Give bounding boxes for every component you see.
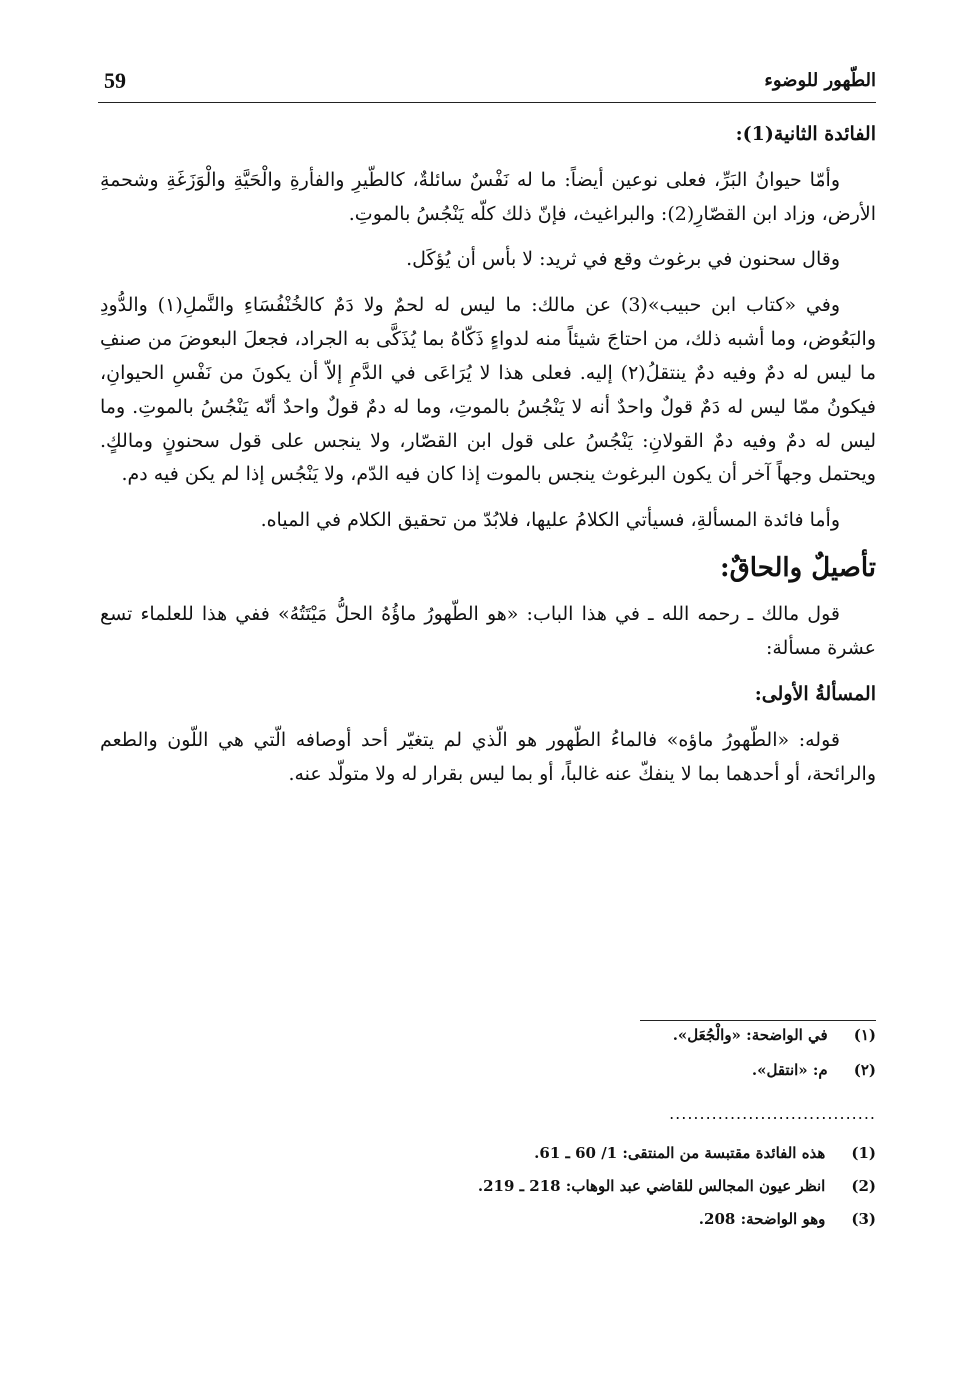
footnote-text: هذه الفائدة مقتبسة من المنتقى: 1/ 60 ـ 61. (534, 1144, 826, 1162)
footnote (100, 1179, 876, 1194)
footnotes-manuscript (100, 1028, 876, 1098)
paragraph: وأمّا حيوانُ البَرِّ، فعلى نوعين أيضاً: ما له نَفْسٌ سائلةٌ، كالطّيرِ والفأرةِ والْحَيَّةِ والْوَزَغَةِ وشحمةِ الأرض، وزاد ابن القصّارِ(2): والبراغيث، فإنّ ذلك كلّه يَنْجُسُ بالموتِ. (100, 168, 876, 225)
footnote-mark: (١) (853, 1026, 876, 1044)
paragraph: قول مالك ـ رحمه الله ـ في هذا الباب: «هو الطّهورُ ماؤُهُ الحلُّ مَيْتَتُهُ» ففي هذا للعلماء تسع عشرة مسألة: (100, 603, 876, 660)
footnote-text: وهو الواضحة: 208. (698, 1210, 826, 1228)
paragraph: قوله: «الطّهورُ ماؤه» فالماءُ الطّهور هو الّذي لم يتغيّر أحد أوصافه الّتي هي اللّون والطعم والرائحة، أو أحدهما بما لا ينفكّ عنه غالباً، أو بما ليس بقرار له ولا متولّد عنه. (100, 728, 876, 785)
footnote (100, 1212, 876, 1227)
section-heading-principle: تأصيلٌ والحاقٌ: (720, 552, 876, 583)
section-heading-benefit: الفائدة الثانية(1): (735, 123, 876, 145)
footnote (100, 1063, 876, 1078)
paragraph: وقال سحنون في برغوث وقع في ثريد: لا بأس أن يُؤكَل. (406, 248, 840, 271)
section-heading-first-issue: المسألةُ الأولى: (754, 682, 876, 705)
footnote-mark: (1) (851, 1144, 876, 1162)
footnote (100, 1146, 876, 1161)
paragraph: وفي «كتاب ابن حبيب»(3) عن مالك: ما ليس له لحمٌ ولا دَمٌ كالخُنْفُسَاءِ والنَّملِ(١) والدُّودِ والبَعُوض، وما أشبه ذلك، من احتاجَ شيئاً منه لدواءٍ ذَكّاهُ بما يُذَكَّى به الجراد، فجعلَ البعوضَ من صنفِ ما ليس له دمٌ وفيه دمٌ ينتقلُ(٢) إليه. فعلى هذا لا يُرَاعَى في الدَّمِ إلاّ أن يكونَ من نَفْسِ الحيوانِ، فيكونُ ممّا ليس له دَمٌ قولٌ واحدٌ أنه لا يَنْجُسُ بالموتِ، وما له دمٌ قولٌ واحدٌ أنّه يَنْجُسُ بالموتِ. وما ليس له دمٌ وفيه دمٌ القولانِ: يَنْجُسُ على قول ابن القصّار، ولا ينجس على قول سحنونٍ ومالكٍ. ويحتمل وجهاً آخر أن يكون البرغوث ينجس بالموت إذا كان فيه الدّم، ولا يَنْجُس إذا لم يكن فيه دم. (100, 294, 876, 486)
page-header (98, 62, 876, 103)
footnote-mark: (3) (851, 1210, 876, 1228)
footnote-separator (640, 1020, 876, 1021)
footnote (100, 1028, 876, 1043)
footnote-mark: (2) (851, 1177, 876, 1195)
running-title: الطّهور للوضوء (764, 70, 876, 91)
footnote-mark: (٢) (853, 1061, 876, 1079)
paragraph: وأما فائدة المسألةِ، فسيأتي الكلامُ عليها، فلابُدّ من تحقيق الكلام في المياه. (260, 509, 840, 532)
footnote-text: في الواضحة: «والْجُعَل». (672, 1026, 828, 1044)
dotted-divider: .................................. (669, 1104, 876, 1123)
footnote-text: انظر عيون المجالس للقاضي عبد الوهاب: 218 ـ 219. (477, 1177, 826, 1195)
main-text (100, 118, 876, 803)
footnotes-editor (100, 1146, 876, 1245)
footnote-text: م: «انتقل». (751, 1061, 828, 1079)
page-number: 59 (104, 68, 126, 93)
